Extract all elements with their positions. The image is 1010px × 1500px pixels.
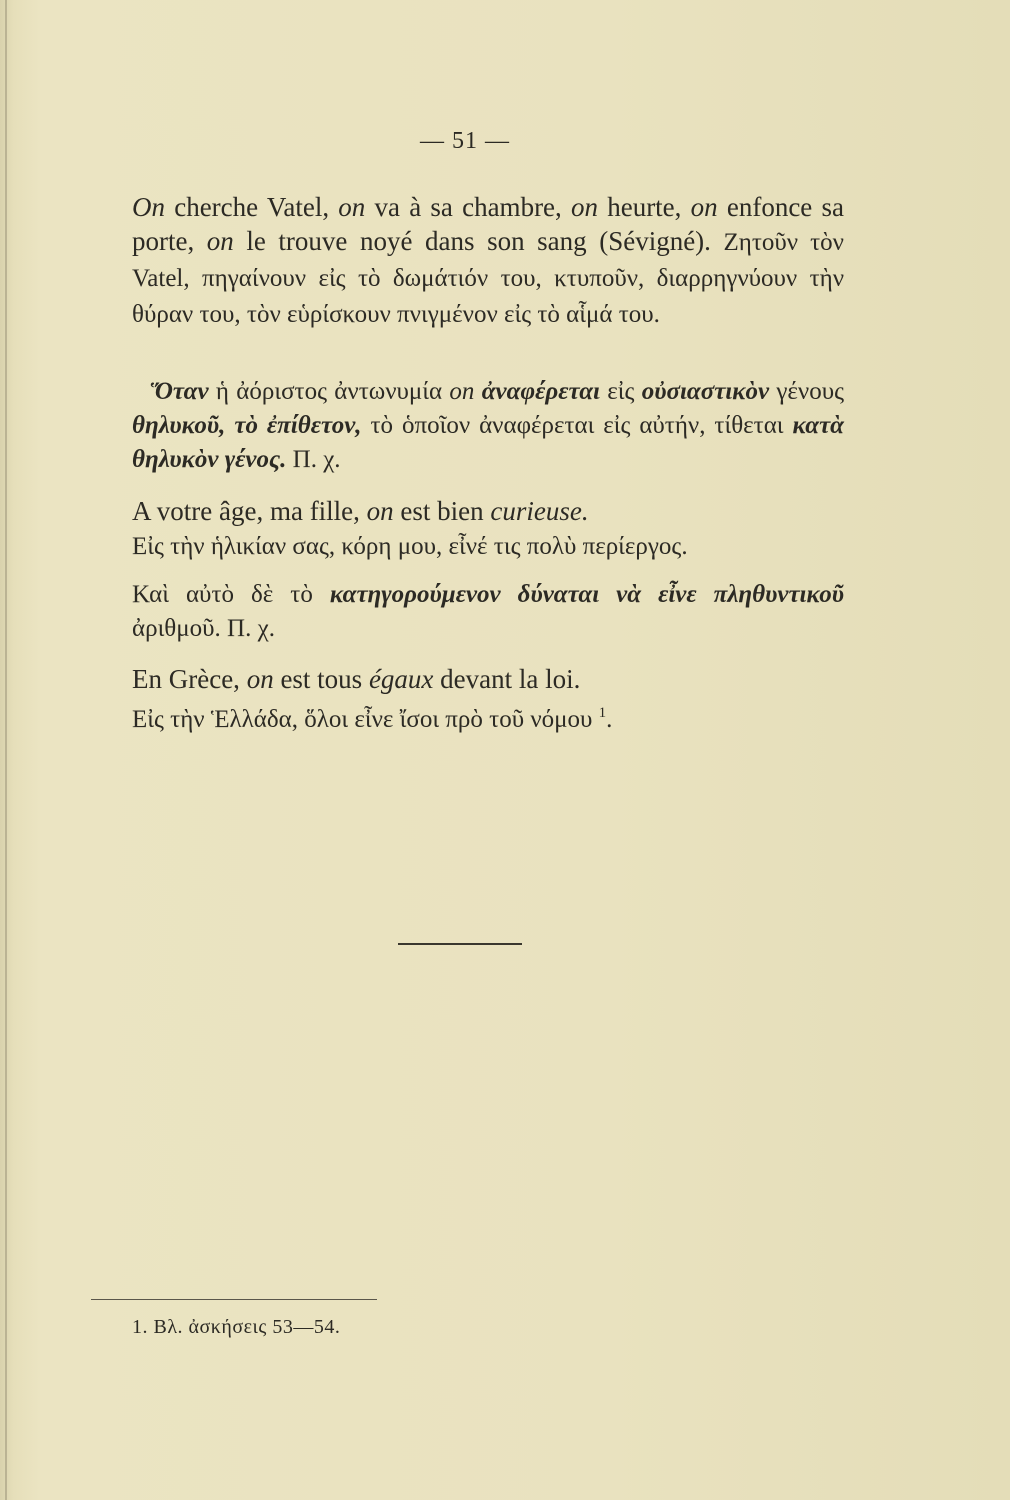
emphasis-text: κατηγορούμενον δύναται νὰ εἶνε πληθυντικοῦ (329, 581, 844, 608)
paragraph-age-example (132, 494, 844, 564)
emphasis-text: Ὅταν (150, 378, 209, 405)
text-span: est bien (393, 496, 491, 526)
paragraph-plural-rule (132, 578, 844, 646)
paragraph-vatel-example (132, 190, 844, 332)
text-span: est tous (273, 664, 369, 694)
greek-translation: Εἰς τὴν ἡλικίαν σας, κόρη μου, εἶνέ τις πολὺ περίεργος. (132, 533, 688, 560)
emphasis-text: curieuse. (490, 496, 589, 526)
text-span: devant la loi. (433, 664, 581, 694)
text-span: cherche Vatel, (165, 192, 339, 222)
emphasis-text: égaux (368, 664, 434, 694)
text-span: ἀριθμοῦ. Π. χ. (132, 615, 275, 642)
emphasis-text: θηλυκοῦ, τὸ ἐπίθετον, (132, 412, 362, 439)
pronoun-on: on (338, 192, 366, 222)
text-span: heurte, (598, 192, 691, 222)
page-edge-shadow (5, 0, 7, 1500)
paragraph-grammar-rule (132, 375, 844, 477)
text-span: τὸ ὁποῖον ἀναφέρεται εἰς αὐτήν, τίθεται (361, 412, 793, 439)
footnote-marker: 1 (598, 705, 607, 721)
pronoun-on: on (206, 226, 234, 256)
text-span: Π. χ. (286, 446, 341, 473)
page-number: — 51 — (420, 128, 510, 154)
pronoun-on: on (449, 378, 475, 405)
text-span: Καὶ αὐτὸ δὲ τὸ (132, 581, 330, 608)
greek-translation: Εἰς τὴν Ἑλλάδα, ὅλοι εἶνε ἴσοι πρὸ τοῦ νόμου (132, 706, 599, 733)
text-span: le trouve noyé dans son sang (Sévigné). (233, 226, 724, 256)
text-span (474, 378, 481, 405)
footnote-text: 1. Βλ. ἀσκήσεις 53—54. (132, 1316, 341, 1338)
pronoun-on: on (571, 192, 598, 222)
greek-translation: Ζητοῦν τὸν Vatel, πηγαίνουν εἰς τὸ δωμάτιόν του, κτυποῦν, διαρρηγνύουν τὴν θύραν του, τὸν εὑρίσκουν πνιγμένον εἰς τὸ αἷμά του. (132, 229, 844, 328)
text-span: A votre âge, ma fille, (132, 496, 367, 526)
text-span: ἡ ἀόριστος ἀντωνυμία (208, 378, 450, 405)
emphasis-text: ἀναφέρεται (481, 378, 600, 405)
text-span: γένους (769, 378, 844, 405)
pronoun-on: on (690, 192, 718, 222)
paragraph-greece-example (132, 662, 844, 737)
text-span: . (606, 706, 613, 733)
text-span: va à sa chambre, (365, 192, 571, 222)
text-span: enfonce sa porte, (132, 192, 844, 256)
pronoun-on: on (246, 664, 274, 694)
emphasis-text: κατὰ θηλυκὸν γένος. (132, 412, 845, 473)
footnote-divider (91, 1299, 377, 1300)
text-span: εἰς (600, 378, 642, 405)
text-span: En Grèce, (132, 664, 247, 694)
pronoun-on: On (132, 192, 165, 222)
section-divider (398, 943, 522, 945)
pronoun-on: on (366, 496, 394, 526)
emphasis-text: οὐσιαστικὸν (641, 378, 770, 405)
